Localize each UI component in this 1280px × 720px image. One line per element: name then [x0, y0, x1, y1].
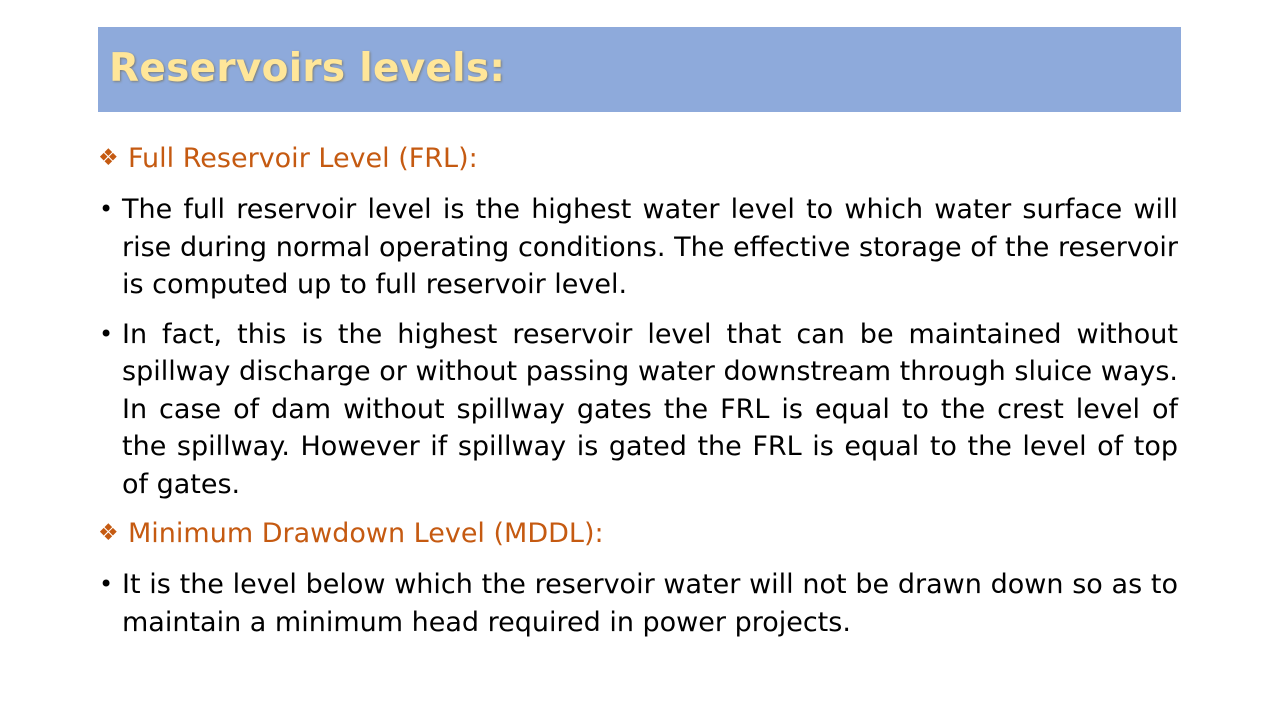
bullet-dot-icon: •: [99, 319, 114, 348]
section-heading-mddl: [98, 515, 1178, 552]
bullet-item: [98, 316, 1178, 504]
bullet-text: The full reservoir level is the highest water level to which water surface will rise during normal operating conditions. The effective storage of the reservoir is computed up to full reservoir level.: [122, 194, 1178, 300]
bullet-dot-icon: •: [99, 570, 114, 598]
bullet-dot-icon: •: [99, 195, 114, 223]
section-heading-label: Full Reservoir Level (FRL):: [128, 143, 478, 174]
title-bar: [98, 27, 1181, 112]
diamond-bullet-icon: ❖: [98, 145, 119, 171]
bullet-item: [98, 566, 1178, 641]
slide-content: [98, 140, 1178, 641]
bullet-text: It is the level below which the reservoir water will not be drawn down so as to maintain a minimum head required in power projects.: [122, 569, 1178, 638]
diamond-bullet-icon: ❖: [98, 520, 119, 546]
bullet-text: In fact, this is the highest reservoir level that can be maintained without spillway discharge or without passing water downstream through sluice ways. In case of dam without spillway gates the FRL is equal to the crest level of the spillway. However if spillway is gated the FRL is equal to the level of top of gates.: [122, 318, 1178, 500]
slide-title: Reservoirs levels:: [109, 46, 506, 91]
section-heading-label: Minimum Drawdown Level (MDDL):: [128, 518, 604, 549]
bullet-item: [98, 191, 1178, 304]
section-heading-frl: [98, 140, 1178, 177]
